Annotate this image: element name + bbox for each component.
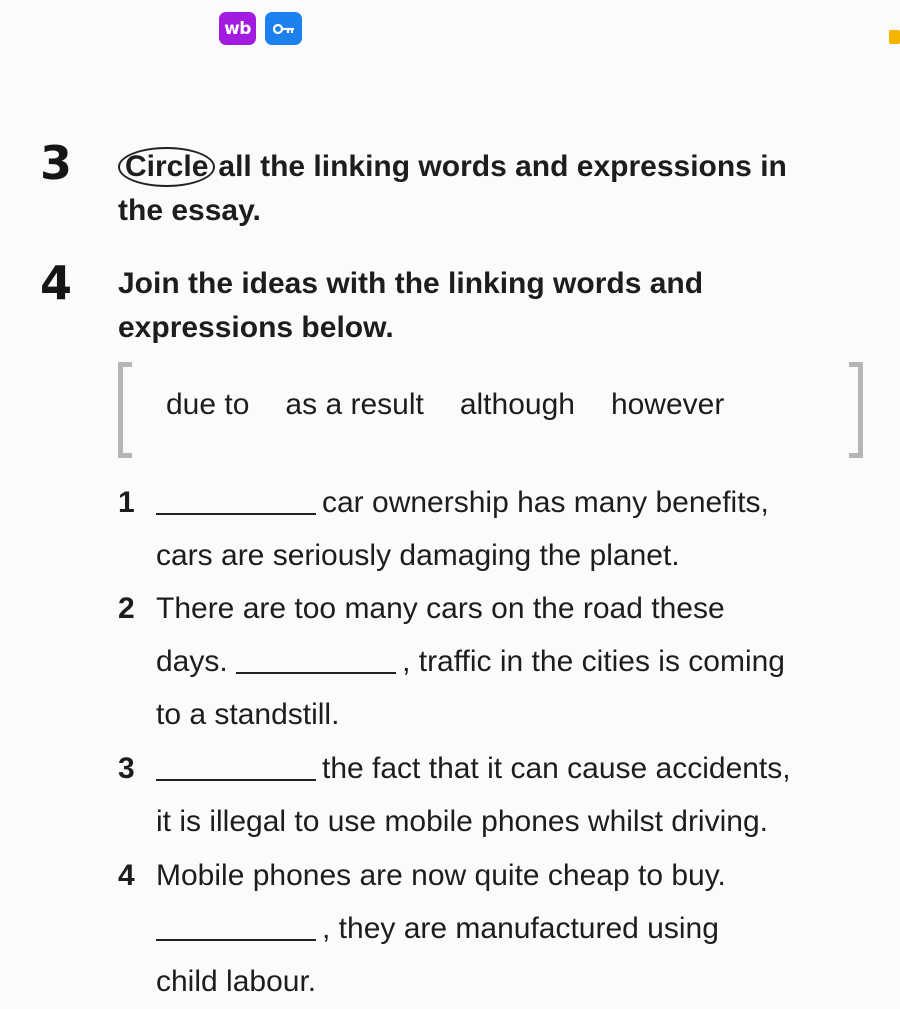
answer-blank[interactable] xyxy=(156,513,316,515)
item-text: car ownership has many benefits, xyxy=(322,486,769,519)
item-text: to a standstill. xyxy=(156,698,340,731)
exercise-item-4 xyxy=(118,849,888,1008)
item-text: it is illegal to use mobile phones whilst driving. xyxy=(156,805,768,838)
word-option: due to xyxy=(166,388,250,421)
exercise-item-2 xyxy=(118,582,888,741)
item-text: child labour. xyxy=(156,965,317,998)
exercise-4-line2: expressions below. xyxy=(118,311,394,344)
circled-word: Circle xyxy=(118,147,215,187)
key-icon[interactable] xyxy=(265,12,302,45)
word-option: however xyxy=(610,388,725,421)
answer-blank[interactable] xyxy=(236,672,396,674)
word-option: as a result xyxy=(285,388,424,421)
corner-marker xyxy=(889,30,900,44)
bracket-right xyxy=(849,362,863,458)
exercise-4-number: 4 xyxy=(40,256,73,310)
exercise-item-3 xyxy=(118,742,888,848)
exercise-3-number: 3 xyxy=(40,136,73,190)
item-text: days. xyxy=(156,645,228,678)
item-number: 4 xyxy=(118,859,135,892)
key-icon-glyph xyxy=(273,23,295,35)
item-number: 3 xyxy=(118,752,135,785)
word-option: although xyxy=(459,388,575,421)
exercise-3-instruction xyxy=(118,145,858,233)
exercise-4-instruction xyxy=(118,262,858,350)
item-text: the fact that it can cause accidents, xyxy=(322,752,791,785)
word-box xyxy=(118,362,863,458)
item-text: There are too many cars on the road these xyxy=(156,592,725,625)
wb-app-icon[interactable]: wb xyxy=(219,12,256,45)
item-text: cars are seriously damaging the planet. xyxy=(156,539,680,572)
exercise-item-1 xyxy=(118,476,888,582)
item-number: 1 xyxy=(118,486,135,519)
exercise-3-line2: the essay. xyxy=(118,194,261,227)
bracket-left xyxy=(118,362,132,458)
exercise-4-line1: Join the ideas with the linking words and xyxy=(118,267,704,300)
answer-blank[interactable] xyxy=(156,939,316,941)
answer-blank[interactable] xyxy=(156,779,316,781)
exercise-3-line1: all the linking words and expressions in xyxy=(218,150,787,183)
item-text: Mobile phones are now quite cheap to buy. xyxy=(156,859,726,892)
item-number: 2 xyxy=(118,592,135,625)
item-text: , they are manufactured using xyxy=(322,912,719,945)
word-list xyxy=(166,388,724,422)
item-text: , traffic in the cities is coming xyxy=(402,645,785,678)
